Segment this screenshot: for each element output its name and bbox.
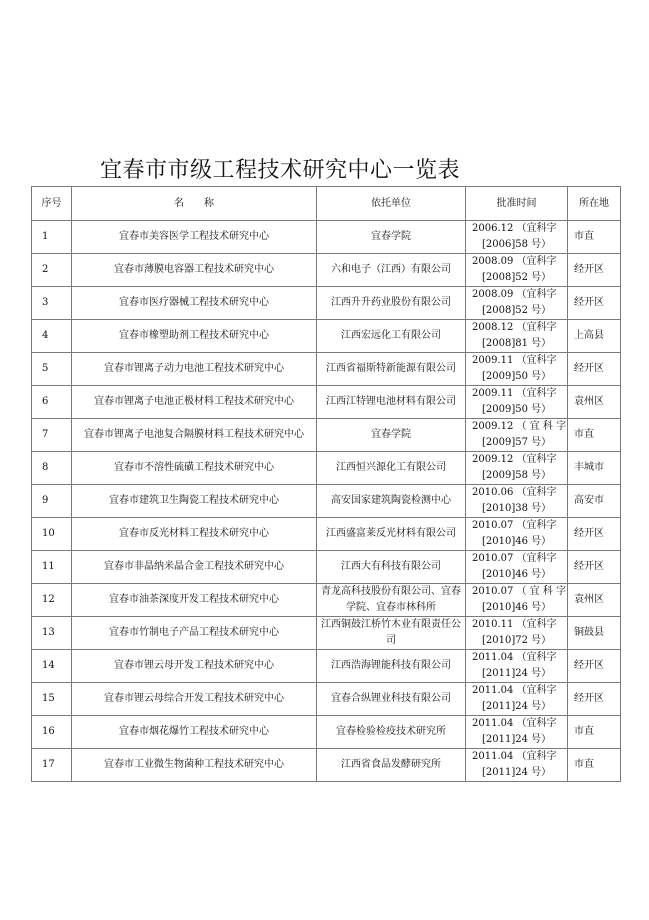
approval-document-number: [2010]72 号） [482,635,552,646]
cell-name: 宜春市薄膜电容器工程技术研究中心 [72,254,317,287]
approval-date: 2011.04 （宜科字 [472,652,557,663]
approval-document-number: [2009]50 号） [482,404,552,415]
table-row [32,353,621,386]
cell-location: 丰城市 [568,452,621,485]
cell-location: 经开区 [568,353,621,386]
cell-date [466,419,568,452]
cell-no: 7 [32,419,72,452]
cell-location: 市直 [568,419,621,452]
approval-date: 2011.04 （宜科字 [472,685,557,696]
cell-location: 经开区 [568,683,621,716]
cell-name: 宜春市美容医学工程技术研究中心 [72,221,317,254]
approval-date: 2010.07 （宜科字 [472,520,557,531]
table-row [32,386,621,419]
cell-date [466,452,568,485]
cell-no: 12 [32,584,72,617]
approval-document-number: [2011]24 号） [482,668,552,679]
cell-location: 市直 [568,749,621,782]
cell-name: 宜春市锂离子电池复合隔膜材料工程技术研究中心 [72,419,317,452]
cell-name: 宜春市锂离子动力电池工程技术研究中心 [72,353,317,386]
approval-date: 2008.09 （宜科字 [472,289,557,300]
approval-document-number: [2010]38 号） [482,503,552,514]
approval-date: 2009.11 （宜科字 [472,388,557,399]
cell-name: 宜春市工业微生物菌种工程技术研究中心 [72,749,317,782]
header-name: 名 称 [72,187,317,221]
approval-document-number: [2011]24 号） [482,767,552,778]
table-row [32,287,621,320]
cell-no: 16 [32,716,72,749]
cell-unit: 江西升升药业股份有限公司 [317,287,466,320]
cell-date [466,287,568,320]
approval-document-number: [2008]52 号） [482,272,552,283]
table-row [32,716,621,749]
cell-no: 10 [32,518,72,551]
approval-document-number: [2010]46 号） [482,569,552,580]
header-date: 批准时间 [466,187,568,221]
approval-date: 2006.12 （宜科字 [472,223,557,234]
cell-unit: 江西盛富莱反光材料有限公司 [317,518,466,551]
cell-no: 15 [32,683,72,716]
cell-name: 宜春市反光材料工程技术研究中心 [72,518,317,551]
cell-name: 宜春市锂云母开发工程技术研究中心 [72,650,317,683]
cell-name: 宜春市锂离子电池正极材料工程技术研究中心 [72,386,317,419]
cell-location: 上高县 [568,320,621,353]
cell-unit: 六和电子（江西）有限公司 [317,254,466,287]
table-row [32,551,621,584]
cell-no: 14 [32,650,72,683]
cell-unit: 江西省食品发酵研究所 [317,749,466,782]
approval-date: 2010.06 （宜科字 [472,487,557,498]
header-location: 所在地 [568,187,621,221]
approval-date: 2010.07 （ 宜 科 字 [472,586,567,597]
approval-document-number: [2011]24 号） [482,701,552,712]
cell-location: 袁州区 [568,386,621,419]
cell-no: 1 [32,221,72,254]
cell-date [466,716,568,749]
approval-date: 2010.11 （宜科字 [472,619,557,630]
cell-no: 6 [32,386,72,419]
cell-no: 5 [32,353,72,386]
cell-date [466,254,568,287]
cell-name: 宜春市油茶深度开发工程技术研究中心 [72,584,317,617]
approval-document-number: [2006]58 号） [482,239,552,250]
cell-name: 宜春市橡塑助剂工程技术研究中心 [72,320,317,353]
cell-date [466,749,568,782]
cell-unit: 宜春检验检疫技术研究所 [317,716,466,749]
cell-name: 宜春市烟花爆竹工程技术研究中心 [72,716,317,749]
cell-unit: 青龙高科技股份有限公司、宜春学院、宜春市林科所 [317,584,466,617]
cell-location: 市直 [568,221,621,254]
table-row [32,221,621,254]
approval-date: 2008.09 （宜科字 [472,256,557,267]
cell-name: 宜春市医疗器械工程技术研究中心 [72,287,317,320]
approval-document-number: [2009]50 号） [482,371,552,382]
cell-unit: 江西江特锂电池材料有限公司 [317,386,466,419]
approval-date: 2011.04 （宜科字 [472,751,557,762]
table-row [32,518,621,551]
approval-document-number: [2010]46 号） [482,602,552,613]
cell-date [466,386,568,419]
cell-location: 经开区 [568,650,621,683]
header-unit: 依托单位 [317,187,466,221]
cell-date [466,221,568,254]
table-row [32,584,621,617]
cell-no: 17 [32,749,72,782]
table-row [32,617,621,650]
approval-document-number: [2010]46 号） [482,536,552,547]
approval-date: 2008.12 （宜科字 [472,322,557,333]
table-row [32,749,621,782]
cell-location: 经开区 [568,518,621,551]
table-header-row [32,187,621,221]
cell-no: 3 [32,287,72,320]
header-no: 序号 [32,187,72,221]
cell-date [466,485,568,518]
cell-unit: 江西浩海锂能科技有限公司 [317,650,466,683]
cell-no: 2 [32,254,72,287]
cell-name: 宜春市非晶纳米晶合金工程技术研究中心 [72,551,317,584]
cell-location: 市直 [568,716,621,749]
cell-unit: 江西恒兴源化工有限公司 [317,452,466,485]
cell-unit: 江西铜鼓江桥竹木业有限责任公司 [317,617,466,650]
cell-date [466,650,568,683]
cell-location: 铜鼓县 [568,617,621,650]
approval-document-number: [2011]24 号） [482,734,552,745]
approval-document-number: [2008]52 号） [482,305,552,316]
cell-date [466,320,568,353]
cell-no: 9 [32,485,72,518]
approval-document-number: [2008]81 号） [482,338,552,349]
cell-unit: 江西省福斯特新能源有限公司 [317,353,466,386]
table-row [32,650,621,683]
approval-date: 2011.04 （宜科字 [472,718,557,729]
table-row [32,254,621,287]
cell-date [466,353,568,386]
cell-unit: 江西宏远化工有限公司 [317,320,466,353]
cell-name: 宜春市建筑卫生陶瓷工程技术研究中心 [72,485,317,518]
table-row [32,683,621,716]
approval-date: 2009.12 （ 宜 科 字 [472,421,567,432]
cell-unit: 宜春学院 [317,221,466,254]
research-center-table [31,186,621,782]
table-row [32,485,621,518]
cell-location: 经开区 [568,287,621,320]
cell-location: 袁州区 [568,584,621,617]
table-row [32,419,621,452]
cell-unit: 宜春合纵锂业科技有限公司 [317,683,466,716]
approval-date: 2009.12 （宜科字 [472,454,557,465]
approval-date: 2009.11 （宜科字 [472,355,557,366]
approval-document-number: [2009]57 号） [482,437,552,448]
cell-location: 经开区 [568,254,621,287]
cell-date [466,551,568,584]
cell-location: 经开区 [568,551,621,584]
cell-name: 宜春市竹制电子产品工程技术研究中心 [72,617,317,650]
cell-date [466,518,568,551]
cell-name: 宜春市不溶性硫磺工程技术研究中心 [72,452,317,485]
cell-no: 11 [32,551,72,584]
cell-date [466,617,568,650]
cell-unit: 江西大有科技有限公司 [317,551,466,584]
cell-no: 4 [32,320,72,353]
cell-date [466,584,568,617]
cell-date [466,683,568,716]
cell-location: 高安市 [568,485,621,518]
cell-no: 8 [32,452,72,485]
table-row [32,452,621,485]
cell-name: 宜春市锂云母综合开发工程技术研究中心 [72,683,317,716]
approval-date: 2010.07 （宜科字 [472,553,557,564]
table-row [32,320,621,353]
cell-no: 13 [32,617,72,650]
cell-unit: 高安国家建筑陶瓷检测中心 [317,485,466,518]
approval-document-number: [2009]58 号） [482,470,552,481]
cell-unit: 宜春学院 [317,419,466,452]
document-title: 宜春市市级工程技术研究中心一览表 [100,158,461,183]
